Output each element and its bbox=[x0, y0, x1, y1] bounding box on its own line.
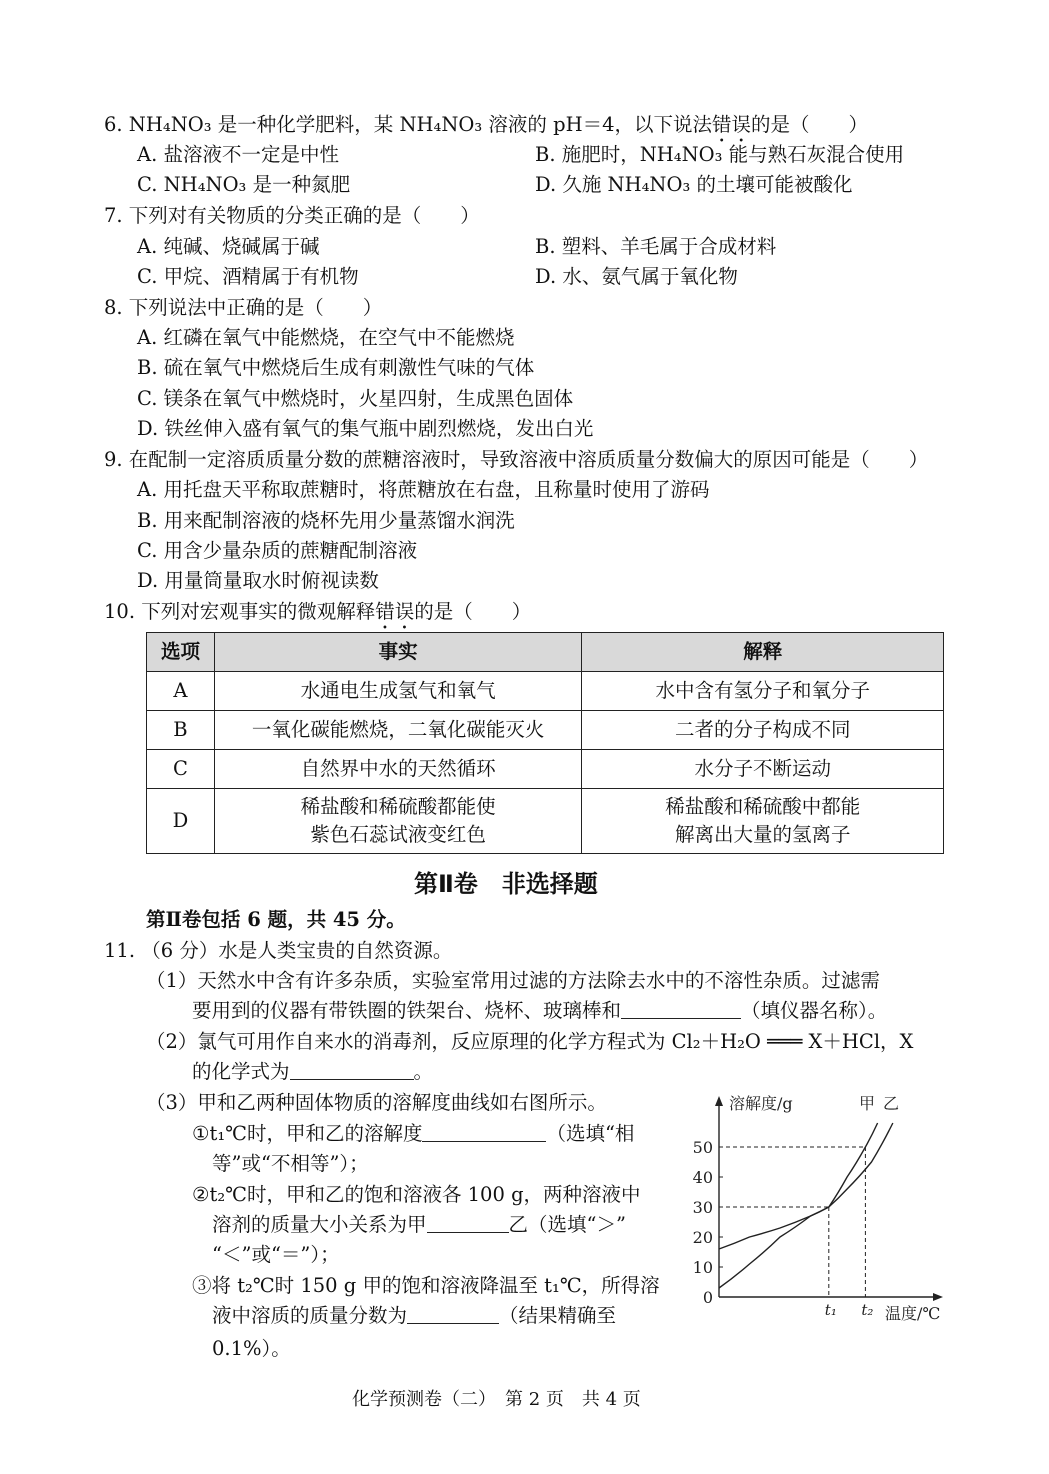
solubility-chart bbox=[685, 1090, 955, 1330]
q7-option-b: B. 塑料、羊毛属于合成材料 bbox=[535, 235, 777, 258]
row-option: C bbox=[147, 750, 215, 789]
q11-part2-line1: （2）氯气可用作自来水的消毒剂，反应原理的化学方程式为 Cl₂＋H₂O ═══ X＋HCl，X bbox=[146, 1030, 914, 1053]
y-axis-label: 溶解度/g bbox=[729, 1094, 793, 1113]
row-fact: 水通电生成氢气和氧气 bbox=[214, 672, 582, 711]
series-label-yi: 乙 bbox=[883, 1094, 900, 1113]
row-fact: 一氧化碳能燃烧，二氧化碳能灭火 bbox=[214, 711, 582, 750]
answer-blank[interactable] bbox=[290, 1059, 414, 1080]
y-tick-label: 20 bbox=[692, 1228, 713, 1247]
series-line-jia bbox=[719, 1123, 878, 1288]
header-explanation: 解释 bbox=[582, 633, 944, 672]
q9-option-a: A. 用托盘天平称取蔗糖时，将蔗糖放在右盘，且称量时使用了游码 bbox=[137, 478, 710, 501]
y-tick-label: 40 bbox=[692, 1168, 713, 1187]
q11-part1-line2 bbox=[192, 997, 887, 1025]
q11-sub2-line3: “＜”或“＝”）； bbox=[212, 1243, 340, 1266]
q11-sub3-line2 bbox=[212, 1302, 616, 1330]
row-explanation: 水中含有氢分子和氧分子 bbox=[582, 672, 944, 711]
q6-option-d: D. 久施 NH₄NO₃ 的土壤可能被酸化 bbox=[535, 173, 853, 196]
header-option: 选项 bbox=[147, 633, 215, 672]
q11-sub1-tail: （选填“相 bbox=[546, 1122, 635, 1145]
answer-blank[interactable] bbox=[407, 1303, 499, 1324]
question-11: 11. （6 分）水是人类宝贵的自然资源。 bbox=[104, 939, 453, 962]
q11-sub3-line1: ③将 t₂℃时 150 g 甲的饱和溶液降温至 t₁℃，所得溶 bbox=[192, 1274, 660, 1297]
q11-sub3-line3: 0.1%）。 bbox=[212, 1337, 291, 1360]
q11-part2-line2 bbox=[192, 1058, 433, 1086]
question-7: 7. 下列对有关物质的分类正确的是（ ） bbox=[104, 204, 480, 227]
y-tick-label: 50 bbox=[692, 1138, 713, 1157]
q11-part2-text: 的化学式为 bbox=[192, 1060, 290, 1083]
q6-option-b: B. 施肥时，NH₄NO₃ 能与熟石灰混合使用 bbox=[535, 143, 905, 166]
q10-tail: 的是（ ） bbox=[414, 600, 532, 623]
q6-option-a: A. 盐溶液不一定是中性 bbox=[137, 143, 339, 166]
q9-option-c: C. 用含少量杂质的蔗糖配制溶液 bbox=[137, 539, 418, 562]
y-axis-arrow bbox=[715, 1096, 723, 1106]
question-8: 8. 下列说法中正确的是（ ） bbox=[104, 296, 383, 319]
question-10 bbox=[104, 598, 531, 634]
q7-option-d: D. 水、氨气属于氧化物 bbox=[535, 265, 738, 288]
row-explanation: 二者的分子构成不同 bbox=[582, 711, 944, 750]
q6-emphasis: 错误 bbox=[712, 113, 752, 136]
q7-option-a: A. 纯碱、烧碱属于碱 bbox=[137, 235, 320, 258]
row-fact-line2: 紫色石蕊试液变红色 bbox=[310, 823, 486, 846]
row-option: D bbox=[147, 789, 215, 854]
q9-option-b: B. 用来配制溶液的烧杯先用少量蒸馏水润洗 bbox=[137, 509, 515, 532]
q8-option-b: B. 硫在氧气中燃烧后生成有刺激性气味的气体 bbox=[137, 356, 535, 379]
series-label-jia: 甲 bbox=[859, 1094, 876, 1113]
q11-sub1-text: ①t₁℃时，甲和乙的溶解度 bbox=[192, 1122, 423, 1145]
answer-blank[interactable] bbox=[422, 1121, 546, 1142]
row-option: B bbox=[147, 711, 215, 750]
x-tick-label: t₂ bbox=[861, 1301, 874, 1319]
q11-part1-tail: （填仪器名称）。 bbox=[741, 999, 888, 1022]
page-footer: 化学预测卷（二） 第 2 页 共 4 页 bbox=[352, 1389, 641, 1410]
q11-part2-tail: 。 bbox=[413, 1060, 434, 1083]
header-fact: 事实 bbox=[214, 633, 582, 672]
row-option: A bbox=[147, 672, 215, 711]
q6-stem: 6. NH₄NO₃ 是一种化学肥料，某 NH₄NO₃ 溶液的 pH＝4，以下说法 bbox=[104, 113, 712, 136]
q6-tail: 的是（ ） bbox=[751, 113, 869, 136]
section-title: 第Ⅱ卷 非选择题 bbox=[414, 870, 598, 898]
row-explanation-line1: 稀盐酸和稀硫酸中都能 bbox=[665, 795, 861, 818]
q11-part1-text: 要用到的仪器有带铁圈的铁架台、烧杯、玻璃棒和 bbox=[192, 999, 622, 1022]
row-explanation bbox=[582, 789, 944, 854]
q11-sub1-line1 bbox=[192, 1120, 634, 1148]
q11-part3: （3）甲和乙两种固体物质的溶解度曲线如右图所示。 bbox=[146, 1091, 607, 1114]
row-fact-line1: 稀盐酸和稀硫酸都能使 bbox=[300, 795, 496, 818]
x-axis-arrow bbox=[933, 1293, 943, 1301]
q11-sub2-text: 溶剂的质量大小关系为甲 bbox=[212, 1213, 427, 1236]
table-header-row bbox=[147, 633, 944, 672]
facts-table bbox=[146, 632, 944, 854]
y-tick-label: 10 bbox=[692, 1258, 713, 1277]
row-fact bbox=[214, 789, 582, 854]
section-intro: 第Ⅱ卷包括 6 题，共 45 分。 bbox=[146, 908, 406, 931]
q11-sub1-line2: 等”或“不相等”）； bbox=[212, 1152, 369, 1175]
q9-option-d: D. 用量筒量取水时俯视读数 bbox=[137, 569, 379, 592]
y-tick-label: 30 bbox=[692, 1198, 713, 1217]
q11-sub2-line2 bbox=[212, 1211, 626, 1239]
table-row bbox=[147, 711, 944, 750]
q10-emphasis: 错误 bbox=[375, 600, 415, 623]
q11-sub3-text: 液中溶质的质量分数为 bbox=[212, 1304, 408, 1327]
q8-option-c: C. 镁条在氧气中燃烧时，火星四射，生成黑色固体 bbox=[137, 387, 574, 410]
row-explanation-line2: 解离出大量的氢离子 bbox=[674, 823, 851, 846]
q10-stem: 10. 下列对宏观事实的微观解释 bbox=[104, 600, 376, 623]
answer-blank[interactable] bbox=[621, 998, 741, 1019]
q11-part1-line1: （1）天然水中含有许多杂质，实验室常用过滤的方法除去水中的不溶性杂质。过滤需 bbox=[146, 969, 880, 992]
answer-blank[interactable] bbox=[427, 1212, 509, 1233]
x-axis-label: 温度/℃ bbox=[885, 1304, 941, 1323]
row-fact: 自然界中水的天然循环 bbox=[214, 750, 582, 789]
series-line-yi bbox=[719, 1123, 893, 1249]
y-tick-label: 0 bbox=[702, 1288, 713, 1307]
table-row bbox=[147, 789, 944, 854]
q11-sub2-line1: ②t₂℃时，甲和乙的饱和溶液各 100 g，两种溶液中 bbox=[192, 1183, 641, 1206]
q7-option-c: C. 甲烷、酒精属于有机物 bbox=[137, 265, 359, 288]
table-row bbox=[147, 750, 944, 789]
q6-option-c: C. NH₄NO₃ 是一种氮肥 bbox=[137, 173, 351, 196]
q11-sub3-tail: （结果精确至 bbox=[499, 1304, 617, 1327]
q8-option-a: A. 红磷在氧气中能燃烧，在空气中不能燃烧 bbox=[137, 326, 515, 349]
row-explanation: 水分子不断运动 bbox=[582, 750, 944, 789]
question-9: 9. 在配制一定溶质质量分数的蔗糖溶液时，导致溶液中溶质质量分数偏大的原因可能是（ ） bbox=[104, 448, 929, 471]
q11-sub2-tail: 乙（选填“＞” bbox=[508, 1213, 626, 1236]
q8-option-d: D. 铁丝伸入盛有氧气的集气瓶中剧烈燃烧，发出白光 bbox=[137, 417, 594, 440]
x-tick-label: t₁ bbox=[824, 1301, 837, 1319]
table-row bbox=[147, 672, 944, 711]
